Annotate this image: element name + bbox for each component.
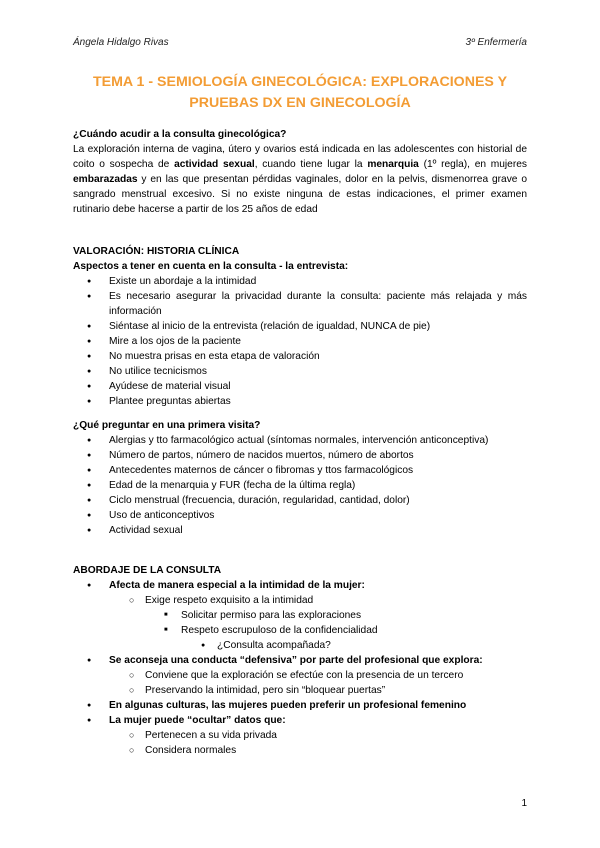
intro-bold-2: menarquia [367, 159, 419, 170]
primera-visita-list [73, 433, 527, 538]
intro-bold-3: embarazadas [73, 174, 138, 185]
valoracion-section [73, 244, 527, 409]
abordaje-deep-item: ● ¿Consulta acompañada? [73, 638, 527, 653]
list-item: ● Ciclo menstrual (frecuencia, duración, regularidad, cantidad, dolor) [73, 493, 527, 508]
intro-question: ¿Cuándo acudir a la consulta ginecológica? [73, 129, 287, 140]
abordaje-section [73, 563, 527, 758]
list-item: ● Actividad sexual [73, 523, 527, 538]
abordaje-subitem: ○ Considera normales [73, 743, 527, 758]
intro-text-4: y en las que presentan pérdidas vaginales, dolor en la pelvis, dismenorrea grave o sangrado menstrual excesivo. Si no existe ninguna de estas indicaciones, el primer examen rutinario debe hacerse a partir de los 25 años de edad [73, 174, 527, 215]
abordaje-item-culturas: ● En algunas culturas, las mujeres pueden preferir un profesional femenino [73, 698, 527, 713]
list-item: ● Siéntase al inicio de la entrevista (relación de igualdad, NUNCA de pie) [73, 319, 527, 334]
page-title: TEMA 1 - SEMIOLOGÍA GINECOLÓGICA: EXPLORACIONES Y PRUEBAS DX EN GINECOLOGÍA [92, 74, 508, 111]
abordaje-subsubitem: ■ Solicitar permiso para las exploraciones [73, 608, 527, 623]
abordaje-subitem: ○ Pertenecen a su vida privada [73, 728, 527, 743]
valoracion-subheading: Aspectos a tener en cuenta en la consulta - la entrevista: [73, 261, 349, 272]
list-item: ● Ayúdese de material visual [73, 379, 527, 394]
list-item: ● Número de partos, número de nacidos muertos, número de abortos [73, 448, 527, 463]
intro-section [73, 127, 527, 217]
abordaje-subitem: ○ Conviene que la exploración se efectúe con la presencia de un tercero [73, 668, 527, 683]
intro-text-1: La exploración interna de vagina, útero y ovarios está indicada en las adolescentes con historial de coito o sospecha de [73, 144, 527, 170]
intro-text-3: (1º regla), en mujeres [418, 159, 528, 170]
abordaje-item-intimidad: ● Afecta de manera especial a la intimidad de la mujer: [73, 578, 527, 593]
abordaje-item-defensiva: ● Se aconseja una conducta “defensiva” por parte del profesional que explora: [73, 653, 527, 668]
valoracion-heading: VALORACIÓN: HISTORIA CLÍNICA [73, 246, 240, 257]
abordaje-subitem: ○ Exige respeto exquisito a la intimidad [73, 593, 527, 608]
intro-text-2: , cuando tiene lugar la [254, 159, 368, 170]
intro-bold-1: actividad sexual [174, 159, 255, 170]
header-author: Ángela Hidalgo Rivas [73, 37, 169, 48]
header-course: 3º Enfermería [465, 37, 527, 48]
list-item: ● Es necesario asegurar la privacidad durante la consulta: paciente más relajada y más información [73, 289, 527, 319]
valoracion-list [73, 274, 527, 409]
list-item: ● Edad de la menarquia y FUR (fecha de la última regla) [73, 478, 527, 493]
abordaje-subsubitem: ■ Respeto escrupuloso de la confidencialidad [73, 623, 527, 638]
abordaje-subitem: ○ Preservando la intimidad, pero sin “bloquear puertas” [73, 683, 527, 698]
page-number: 1 [521, 798, 527, 809]
list-item: ● Existe un abordaje a la intimidad [73, 274, 527, 289]
list-item: ● Mire a los ojos de la paciente [73, 334, 527, 349]
list-item: ● No utilice tecnicismos [73, 364, 527, 379]
intro-paragraph [73, 142, 527, 217]
list-item: ● Uso de anticonceptivos [73, 508, 527, 523]
list-item: ● Alergias y tto farmacológico actual (síntomas normales, intervención anticonceptiva) [73, 433, 527, 448]
primera-visita-section [73, 418, 527, 538]
list-item: ● Antecedentes maternos de cáncer o fibromas y ttos farmacológicos [73, 463, 527, 478]
primera-visita-question: ¿Qué preguntar en una primera visita? [73, 420, 261, 431]
list-item: ● Plantee preguntas abiertas [73, 394, 527, 409]
list-item: ● No muestra prisas en esta etapa de valoración [73, 349, 527, 364]
abordaje-item-ocultar: ● La mujer puede “ocultar” datos que: [73, 713, 527, 728]
abordaje-heading: ABORDAJE DE LA CONSULTA [73, 565, 222, 576]
